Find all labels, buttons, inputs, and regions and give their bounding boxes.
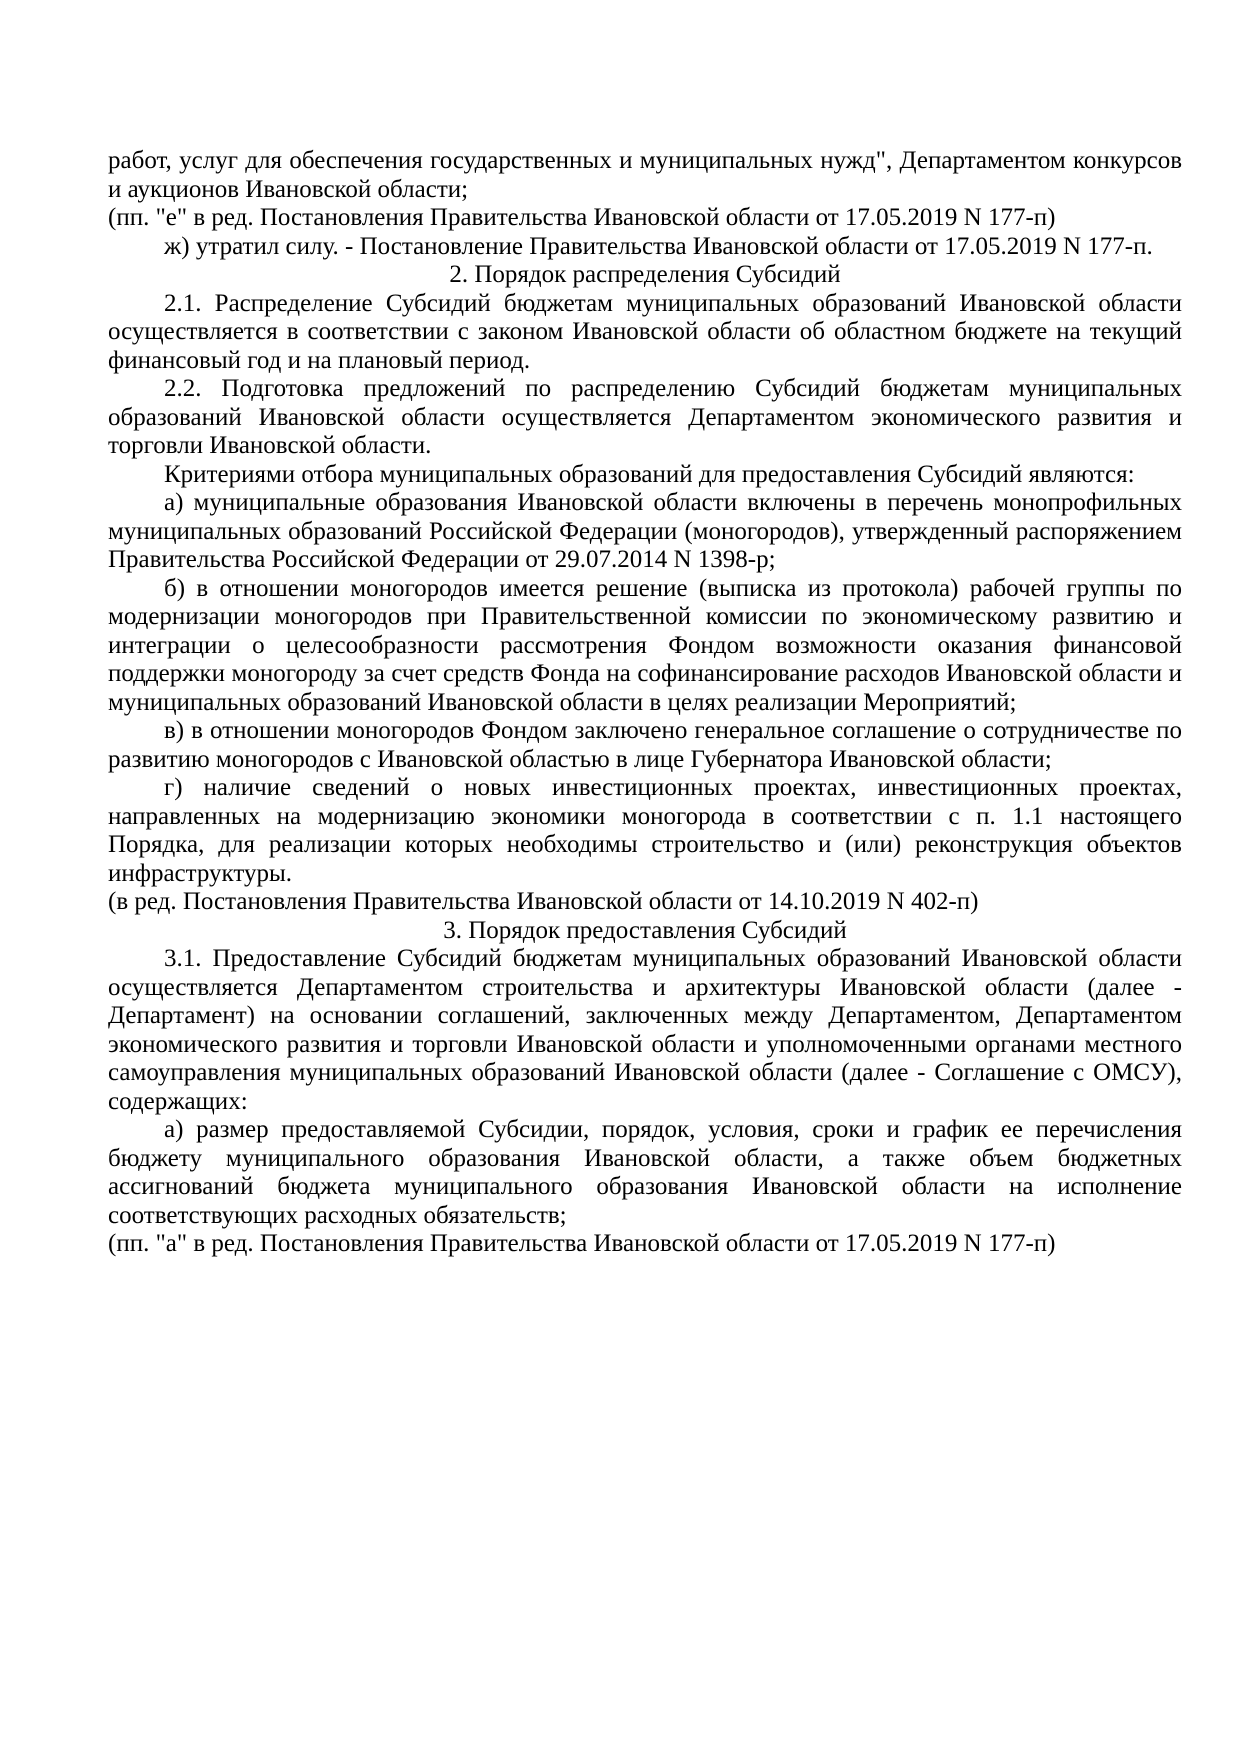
amendment-note: (в ред. Постановления Правительства Ивановской области от 14.10.2019 N 402-п) bbox=[108, 888, 979, 915]
body-paragraph: Критериями отбора муниципальных образований для предоставления Субсидий являются: bbox=[164, 460, 1135, 488]
body-paragraph: работ, услуг для обеспечения государственных и муниципальных нужд", Департаментом конкурсов и аукционов Ивановской области; bbox=[108, 147, 1182, 203]
body-paragraph: 2.1. Распределение Субсидий бюджетам муниципальных образований Ивановской области осуществляется в соответствии с законом Ивановской области об областном бюджете на текущий финансовый год и на плановый период. bbox=[108, 289, 1182, 374]
section-heading-2: 2. Порядок распределения Субсидий bbox=[449, 261, 841, 288]
body-paragraph: ж) утратил силу. - Постановление Правительства Ивановской области от 17.05.2019 N 177-п. bbox=[164, 232, 1153, 260]
body-paragraph: в) в отношении моногородов Фондом заключено генеральное соглашение о сотрудничестве по развитию моногородов с Ивановской областью в лице Губернатора Ивановской области; bbox=[108, 717, 1182, 773]
body-paragraph: 2.2. Подготовка предложений по распределению Субсидий бюджетам муниципальных образований Ивановской области осуществляется Департаментом экономического развития и торговли Ивановской области. bbox=[108, 375, 1182, 459]
body-paragraph: а) муниципальные образования Ивановской области включены в перечень монопрофильных муниципальных образований Российской Федерации (моногородов), утвержденный распоряжением Правительства Российской Федерации от 29.07.2014 N 1398-р; bbox=[108, 489, 1182, 573]
section-heading-3: 3. Порядок предоставления Субсидий bbox=[443, 916, 847, 944]
body-paragraph: г) наличие сведений о новых инвестиционных проектах, инвестиционных проектах, направленных на модернизацию экономики моногорода в соответствии с п. 1.1 настоящего Порядка, для реализации которых необходимы строительство и (или) реконструкция объектов инфраструктуры. bbox=[108, 774, 1182, 887]
body-paragraph: а) размер предоставляемой Субсидии, порядок, условия, сроки и график ее перечисления бюджету муниципального образования Ивановской области, а также объем бюджетных ассигнований бюджета муниципального образования Ивановской области на исполнение соответствующих расходных обязательств; bbox=[108, 1116, 1182, 1229]
amendment-note: (пп. "е" в ред. Постановления Правительства Ивановской области от 17.05.2019 N 177-п) bbox=[108, 204, 1056, 231]
body-paragraph: б) в отношении моногородов имеется решение (выписка из протокола) рабочей группы по модернизации моногородов при Правительственной комиссии по экономическому развитию и интеграции о целесообразности рассмотрения Фондом возможности оказания финансовой поддержки моногороду за счет средств Фонда на софинансирование расходов Ивановской области и муниципальных образований Ивановской области в целях реализации Мероприятий; bbox=[108, 574, 1182, 716]
amendment-note: (пп. "а" в ред. Постановления Правительства Ивановской области от 17.05.2019 N 177-п) bbox=[108, 1230, 1056, 1257]
body-paragraph: 3.1. Предоставление Субсидий бюджетам муниципальных образований Ивановской области осуществляется Департаментом строительства и архитектуры Ивановской области (далее - Департамент) на основании соглашений, заключенных между Департаментом, Департаментом экономического развития и торговли Ивановской области и уполномоченными органами местного самоуправления муниципальных образований Ивановской области (далее - Соглашение с ОМСУ), содержащих: bbox=[108, 945, 1182, 1115]
